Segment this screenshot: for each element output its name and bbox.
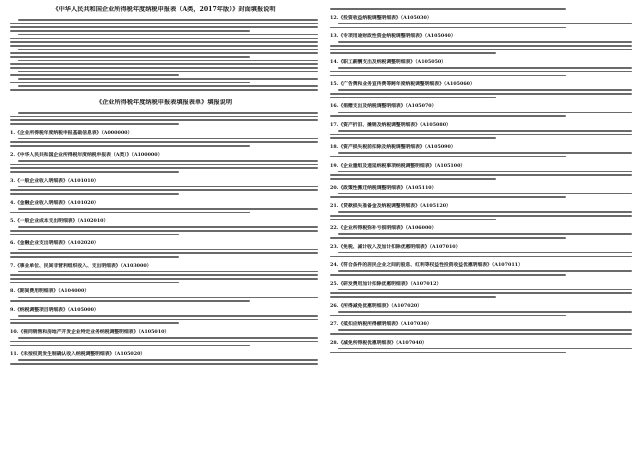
list-item: 12.《投资收益纳税调整明细表》（A105030） — [330, 14, 432, 21]
list-item: 22.《企业所得税弥补亏损明细表》（A106000） — [330, 225, 437, 232]
list-item: 24.《符合条件的居民企业之间的股息、红利等权益性投资收益优惠明细表》（A107011） — [330, 262, 523, 269]
right-column — [330, 6, 632, 452]
list-item: 6.《金融企业支出明细表》（A102020） — [10, 240, 99, 247]
list-item: 7.《事业单位、民间非营利组织收入、支出明细表》（A103000） — [10, 262, 152, 269]
list-item: 17.《资产折旧、摊销及纳税调整明细表》（A105080） — [330, 121, 451, 128]
cover-instructions-text — [10, 17, 318, 93]
continued-text — [330, 6, 632, 12]
list-item: 10.《视同销售和房地产开发企业特定业务纳税调整明细表》（A105010） — [10, 329, 170, 336]
list-item: 20.《政策性搬迁纳税调整明细表》（A105110） — [330, 184, 437, 191]
left-column — [10, 6, 318, 452]
list-item: 8.《期间费用明细表》（A104000） — [10, 288, 90, 295]
list-item: 16.《捐赠支出及纳税调整明细表》（A105070） — [330, 103, 437, 110]
form-list-instructions-title: 《企业所得税年度纳税申报表填报表单》填报说明 — [95, 98, 233, 106]
list-item: 5.《一般企业成本支出明细表》（A102010） — [10, 218, 109, 225]
list-item: 9.《纳税调整项目明细表》（A105000） — [10, 306, 99, 313]
list-item: 27.《抵扣应纳税所得额明细表》（A107030） — [330, 321, 432, 328]
list-item: 14.《职工薪酬支出及纳税调整明细表》（A105050） — [330, 59, 447, 66]
list-item: 13.《专项用途财政性资金纳税调整明细表》（A105040） — [330, 33, 456, 40]
list-item: 19.《企业重组及递延纳税事项纳税调整明细表》（A105100） — [330, 162, 466, 169]
list-item: 28.《减免所得税优惠明细表》（A107040） — [330, 339, 427, 346]
list-item: 1.《企业所得税年度纳税申报基础信息表》（A000000） — [10, 129, 133, 136]
list-item: 3.《一般企业收入明细表》（A101010） — [10, 177, 99, 184]
list-item: 15.《广告费和业务宣传费等跨年度纳税调整明细表》（A105060） — [330, 81, 475, 88]
list-item: 2.《中华人民共和国企业所得税年度纳税申报表（A类）》（A100000） — [10, 151, 163, 158]
cover-instructions-title: 《中华人民共和国企业所得税年度纳税申报表（A类，2017年版）》封面填报说明 — [52, 6, 276, 13]
list-item: 23.《免税、减计收入及加计扣除优惠明细表》（A107010） — [330, 243, 461, 250]
list-item: 11.《未按权责发生制确认收入纳税调整明细表》（A105020） — [10, 351, 146, 358]
form-list-intro-text — [10, 110, 318, 127]
list-item: 25.《研发费用加计扣除优惠明细表》（A107012） — [330, 280, 442, 287]
list-item: 18.《资产损失税前扣除及纳税调整明细表》（A105090） — [330, 144, 456, 151]
list-item: 21.《贷款损失准备金及纳税调整明细表》（A105120） — [330, 203, 451, 210]
list-item: 26.《所得减免优惠明细表》（A107020） — [330, 302, 423, 309]
list-item: 4.《金融企业收入明细表》（A101020） — [10, 199, 99, 206]
